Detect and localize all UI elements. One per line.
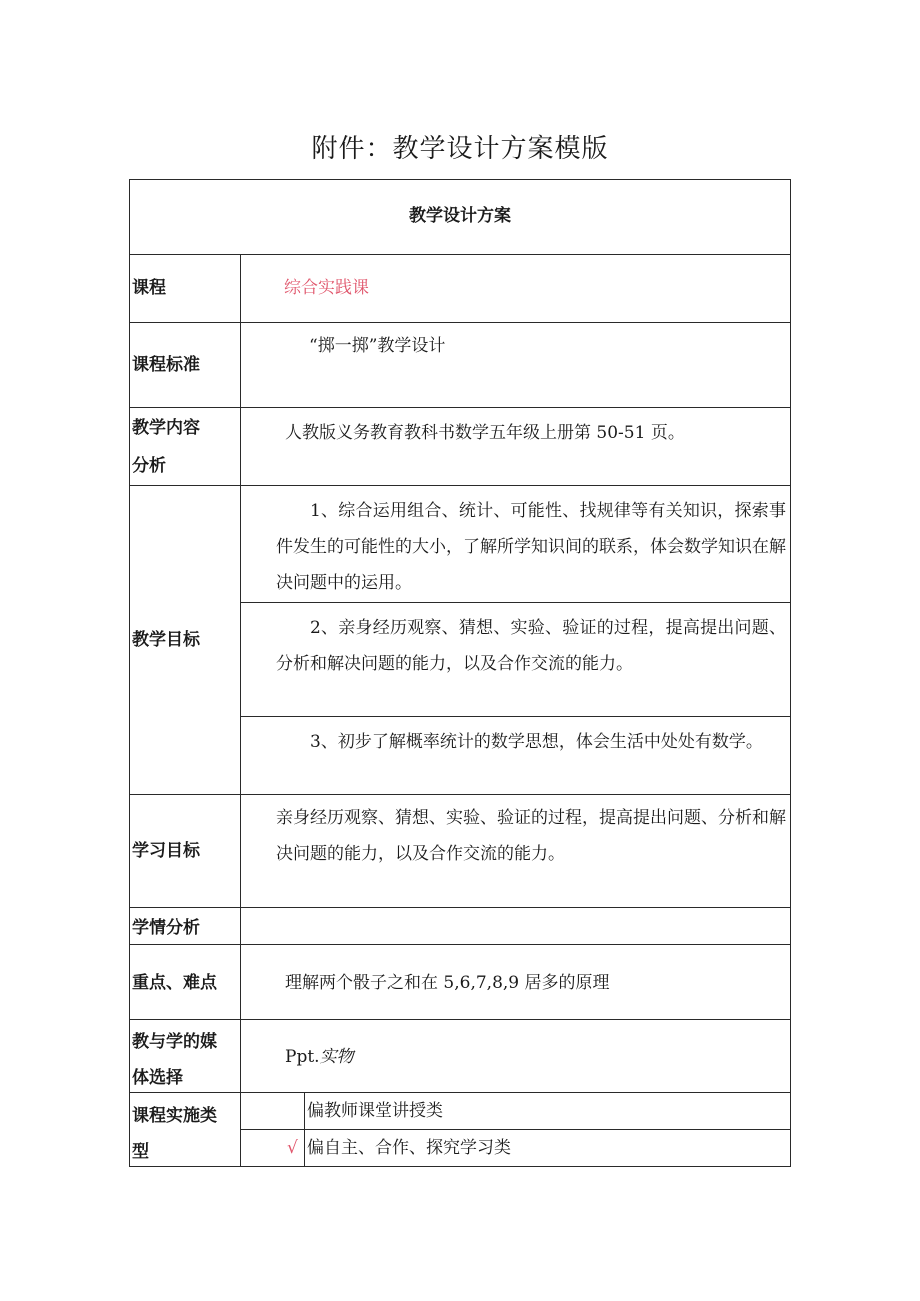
key-points-value: 理解两个骰子之和在 5,6,7,8,9 居多的原理 — [285, 973, 610, 993]
row-divider — [129, 794, 791, 795]
row-divider — [129, 1019, 791, 1020]
standard-value: “掷一掷”教学设计 — [309, 336, 446, 356]
standard-label: 课程标准 — [132, 355, 200, 375]
media-value-suffix: 实物 — [319, 1047, 354, 1067]
type-label: 课程实施类 — [132, 1106, 217, 1126]
course-value: 综合实践课 — [284, 278, 369, 298]
content-value: 人教版义务教育教科书数学五年级上册第 50-51 页。 — [285, 423, 685, 443]
table-title: 教学设计方案 — [409, 206, 511, 226]
course-label: 课程 — [132, 278, 166, 298]
type-label-line2: 型 — [132, 1142, 149, 1162]
document-title: 附件：教学设计方案模版 — [311, 134, 609, 164]
learning-value: 亲身经历观察、猜想、实验、验证的过程，提高提出问题、分析和解决问题的能力，以及合作交流的能力。 — [276, 808, 786, 864]
type-option-text: 偏自主、合作、探究学习类 — [307, 1138, 511, 1158]
students-label: 学情分析 — [132, 918, 200, 938]
content-label-line2: 分析 — [132, 456, 166, 476]
media-label-line2: 体选择 — [132, 1068, 183, 1088]
label-column-divider — [240, 254, 241, 1167]
row-divider — [129, 322, 791, 323]
objective-item: 2、亲身经历观察、猜想、实验、验证的过程，提高提出问题、分析和解决问题的能力，以及合作交流的能力。 — [276, 618, 786, 674]
objective-divider — [240, 716, 791, 717]
row-divider — [129, 254, 791, 255]
content-label: 教学内容 — [132, 418, 200, 438]
row-divider — [129, 485, 791, 486]
row-divider — [129, 907, 791, 908]
table-border-top — [129, 179, 791, 180]
media-value-prefix: Ppt. — [285, 1047, 320, 1067]
objectives-label: 教学目标 — [132, 630, 200, 650]
row-divider — [129, 407, 791, 408]
check-mark-icon: √ — [287, 1138, 298, 1158]
lesson-plan-table — [129, 179, 791, 1167]
type-option-text: 偏教师课堂讲授类 — [307, 1101, 443, 1121]
objective-item: 1、综合运用组合、统计、可能性、找规律等有关知识，探索事件发生的可能性的大小，了解所学知识间的联系，体会数学知识在解决问题中的运用。 — [276, 501, 786, 593]
objective-item: 3、初步了解概率统计的数学思想，体会生活中处处有数学。 — [310, 732, 763, 752]
objective-divider — [240, 602, 791, 603]
learning-label: 学习目标 — [132, 841, 200, 861]
media-label: 教与学的媒 — [132, 1032, 217, 1052]
key-points-label: 重点、难点 — [132, 973, 217, 993]
media-value — [285, 1039, 354, 1075]
